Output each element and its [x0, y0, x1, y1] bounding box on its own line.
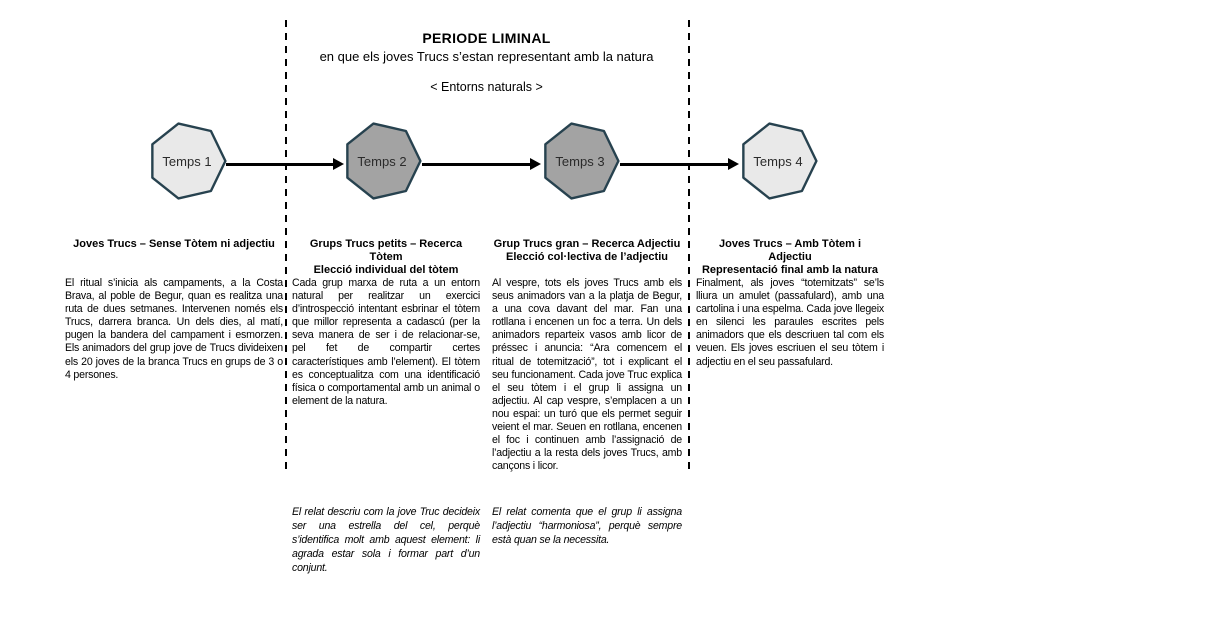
column2-footnote-text: El relat descriu com la jove Truc decideix ser una estrella del cel, perquè s’identifica molt amb aquest element: li agrada estar sola i formar part d’un conjunt.: [292, 506, 480, 574]
header: [285, 30, 688, 64]
arrow-temps1-to-temps2: [226, 159, 344, 171]
column4-heading-line2: Representació final amb la natura: [701, 264, 879, 276]
column4-heading-line1: Joves Trucs – Amb Tòtem i Adjectiu: [718, 238, 862, 263]
arrow-shaft: [422, 163, 531, 166]
node-label-temps-4: Temps 4: [753, 153, 803, 169]
column1-body-text: El ritual s’inicia als campaments, a la Costa Brava, al poble de Begur, quan es realitza una ruta de dues setmanes. Intervenen només els Trucs, darrera branca. Un dels dies, al matí, pugen la bandera del campament i esmorzen. Els animadors del grup jove de Trucs divideixen els 20 joves de la branca Trucs en grups de 3 o 4 persones.: [65, 277, 283, 381]
diagram-subtitle: en que els joves Trucs s’estan representant amb la natura: [319, 49, 654, 64]
arrow-head-icon: [728, 158, 739, 170]
column3-footnote-text: El relat comenta que el grup li assigna l’adjectiu “harmoniosa”, perquè sempre està quan se la necessita.: [492, 506, 682, 546]
node-label-temps-3: Temps 3: [555, 153, 605, 169]
liminal-boundary-right-dashed-line: [688, 20, 690, 472]
node-label-temps-2: Temps 2: [357, 153, 407, 169]
column4-heading: [696, 238, 884, 277]
timeline-node-temps-1: [147, 121, 227, 201]
column3-heading: [492, 238, 682, 264]
column3-body-text: Al vespre, tots els joves Trucs amb els seus animadors van a la platja de Begur, a una cova davant del mar. Fan una rotllana i encenen un foc a terra. Un dels animadors reparteix vasos amb licor de préssec i anuncia: “Ara comencem el ritual de totemització”, tot i explicant el seu funcionament. Cada jove Truc explica el seu tòtem i el grup li assigna un adjectiu. Al cap vespre, s’emplacen a un nou espai: un turó que els permet seguir veient el mar. Seuen en rotllana, encenen el foc i continuen amb l’assignació de l’adjectiu a la resta dels joves Trucs, amb cançons i licor.: [492, 277, 682, 473]
column1-heading: [65, 238, 283, 251]
column3-heading-line2: Elecció col·lectiva de l’adjectiu: [505, 251, 668, 263]
column2-body-text: Cada grup marxa de ruta a un entorn natural per realitzar un exercici d’introspecció intentant esbrinar el tòtem que millor representa a cadascú (per la seva manera de ser i de relacionar-se, pel fet de compartir certes característiques amb l’element). El tòtem es conceptualitza com una identificació física o comportamental amb un animal o element de la natura.: [292, 277, 480, 407]
node-label-temps-1: Temps 1: [162, 153, 212, 169]
arrow-temps2-to-temps3: [422, 159, 541, 171]
arrow-shaft: [226, 163, 334, 166]
timeline-node-temps-4: [738, 121, 818, 201]
column3-heading-line1: Grup Trucs gran – Recerca Adjectiu: [493, 238, 681, 250]
column4-body-text: Finalment, als joves “totemitzats” se’ls lliura un amulet (passafulard), amb una cartolina i una espelma. Cada jove llegeix en silenci les paraules escrites pels animadors que els descriuen tal com els veuen. Els joves escriuen el seu tòtem i adjectiu en el seu passafulard.: [696, 277, 884, 368]
arrow-temps3-to-temps4: [620, 159, 739, 171]
context-label: < Entorns naturals >: [430, 80, 543, 94]
timeline-node-temps-2: [342, 121, 422, 201]
timeline-node-temps-3: [540, 121, 620, 201]
arrow-head-icon: [333, 158, 344, 170]
column1-heading-line1: Joves Trucs – Sense Tòtem ni adjectiu: [73, 238, 275, 250]
column2-heading: [292, 238, 480, 277]
column2-heading-line1: Grups Trucs petits – Recerca Tòtem: [309, 238, 463, 263]
diagram-title: PERIODE LIMINAL: [422, 30, 551, 46]
arrow-shaft: [620, 163, 729, 166]
column2-heading-line2: Elecció individual del tòtem: [313, 264, 459, 276]
arrow-head-icon: [530, 158, 541, 170]
